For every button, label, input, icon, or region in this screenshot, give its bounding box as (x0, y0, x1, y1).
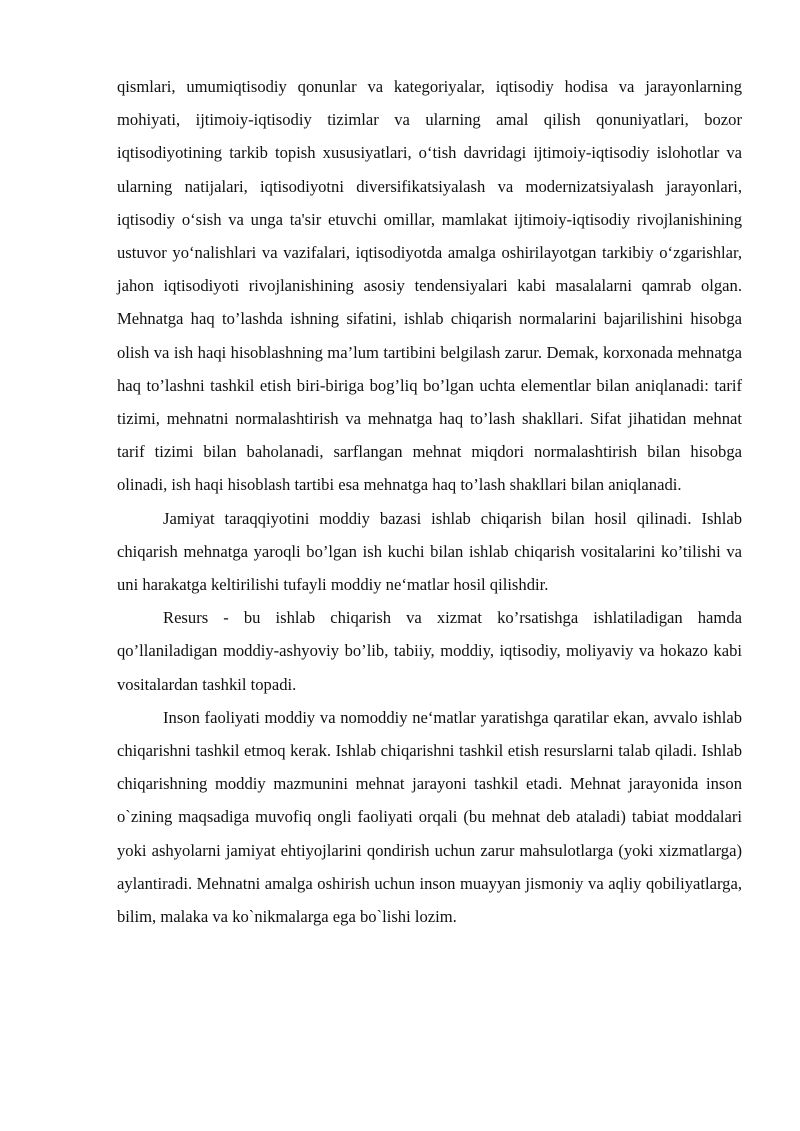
document-page (117, 70, 742, 933)
paragraph-4: Inson faoliyati moddiy va nomoddiy ne‘matlar yaratishga qaratilar ekan, avvalo ishlab chiqarishni tashkil etmoq kerak. Ishlab chiqarishni tashkil etish resurslarni talab qiladi. Ishlab chiqarishning moddiy mazmunini mehnat jarayoni tashkil etadi. Mehnat jarayonida inson o`zining maqsadiga muvofiq ongli faoliyati orqali (bu mehnat deb ataladi) tabiat moddalari yoki ashyolarni jamiyat ehtiyojlarini qondirish uchun zarur mahsulotlarga (yoki xizmatlarga) aylantiradi. Mehnatni amalga oshirish uchun inson muayyan jismoniy va aqliy qobiliyatlarga, bilim, malaka va ko`nikmalarga ega bo`lishi lozim. (117, 707, 742, 927)
paragraph-1: qismlari, umumiqtisodiy qonunlar va kategoriyalar, iqtisodiy hodisa va jarayonlarning mohiyati, ijtimoiy-iqtisodiy tizimlar va ularning amal qilish qonuniyatlari, bozor iqtisodiyotining tarkib topish xususiyatlari, o‘tish davridagi ijtimoiy-iqtisodiy islohotlar va ularning natijalari, iqtisodiyotni diversifikatsiyalash va modernizatsiyalash jarayonlari, iqtisodiy o‘sish va unga ta'sir etuvchi omillar, mamlakat ijtimoiy-iqtisodiy rivojlanishining ustuvor yo‘nalishlari va vazifalari, iqtisodiyotda amalga oshirilayotgan tarkibiy o‘zgarishlar, jahon iqtisodiyoti rivojlanishining asosiy tendensiyalari kabi masalalarni qamrab olgan. Mehnatga haq to’lashda ishning sifatini, ishlab chiqarish normalarini bajarilishini hisobga olish va ish haqi hisoblashning ma’lum tartibini belgilash zarur. Demak, korxonada mehnatga haq to’lashni tashkil etish biri-biriga bog’liq bo’lgan uchta elementlar bilan aniqlanadi: tarif tizimi, mehnatni normalashtirish va mehnatga haq to’lash shakllari. Sifat jihatidan mehnat tarif tizimi bilan baholanadi, sarflangan mehnat miqdori normalashtirish bilan hisobga olinadi, ish haqi hisoblash tartibi esa mehnatga haq to’lash shakllari bilan aniqlanadi. (117, 77, 742, 495)
paragraph-3: Resurs - bu ishlab chiqarish va xizmat ko’rsatishga ishlatiladigan hamda qo’llaniladigan moddiy-ashyoviy bo’lib, tabiiy, moddiy, iqtisodiy, moliyaviy va hokazo kabi vositalardan tashkil topadi. (117, 608, 742, 694)
paragraph-2: Jamiyat taraqqiyotini moddiy bazasi ishlab chiqarish bilan hosil qilinadi. Ishlab chiqarish mehnatga yaroqli bo’lgan ish kuchi bilan ishlab chiqarish vositalarini ko’tilishi va uni harakatga keltirilishi tufayli moddiy ne‘matlar hosil qilishdir. (117, 508, 742, 595)
